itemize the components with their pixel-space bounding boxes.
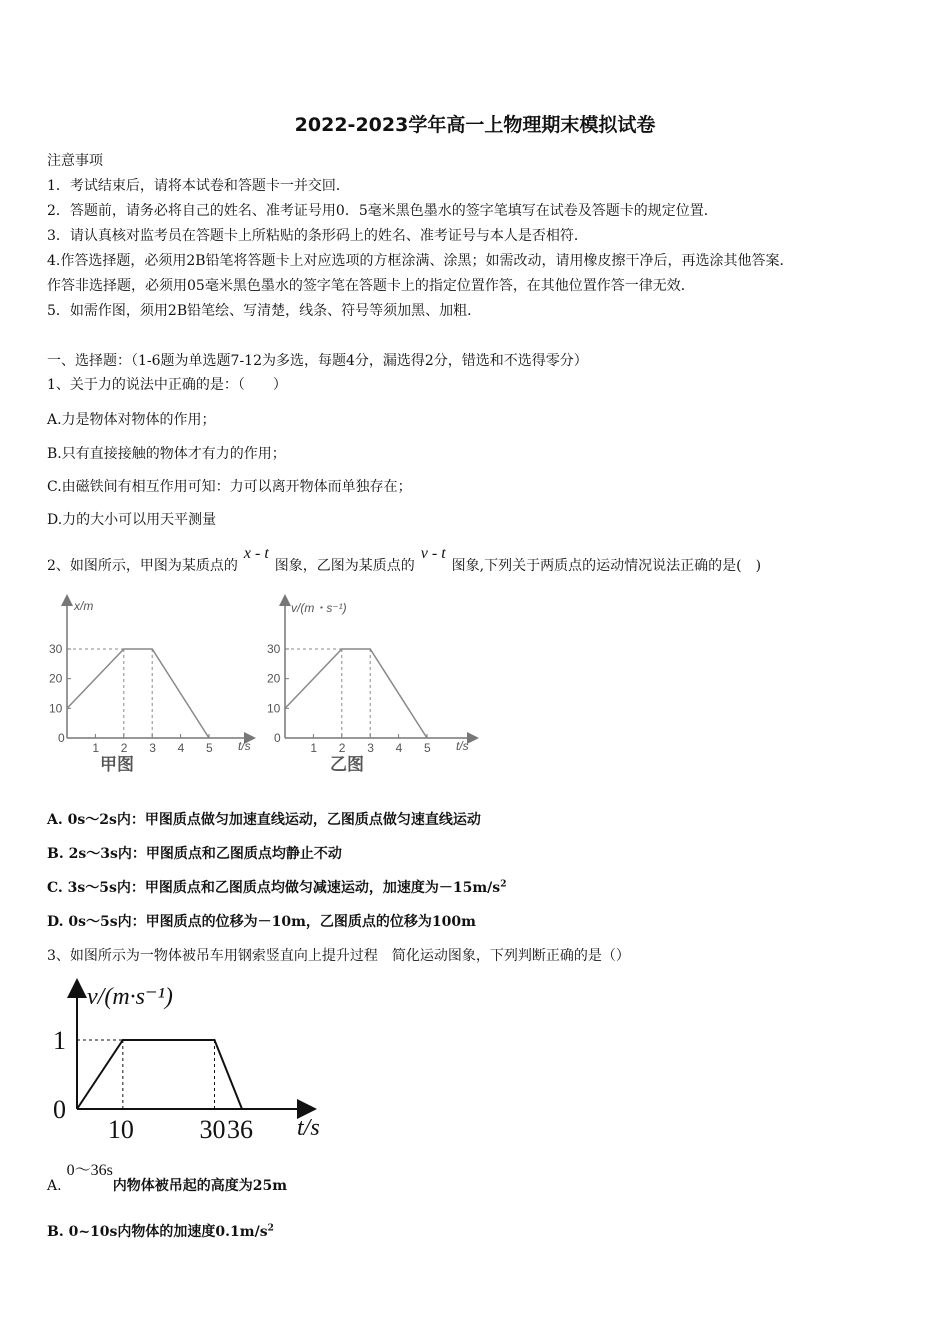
q3-option-b <box>47 1223 274 1241</box>
origin-label: 0 <box>274 731 281 745</box>
q2-option-c-exponent: 2 <box>500 879 507 890</box>
q2-vt-symbol: v - t <box>420 545 446 562</box>
x-axis-label: t/s <box>297 1115 320 1141</box>
notice-item: 2．答题前，请务必将自己的姓名、准考证号用0．5毫米黑色墨水的签字笔填写在试卷及答题卡的规定位置． <box>47 203 718 219</box>
q2-stem-part2: 图象，乙图为某质点的 <box>274 558 415 574</box>
question-3-stem: 3、如图所示为一物体被吊车用钢索竖直向上提升过程 简化运动图象，下列判断正确的是（） <box>47 948 630 964</box>
x-axis-label: t/s <box>238 739 251 753</box>
y-tick-label: 20 <box>267 671 281 686</box>
q2-option-a: A. 0s～2s内：甲图质点做匀加速直线运动，乙图质点做匀速直线运动 <box>47 812 481 828</box>
q2-xt-symbol: x - t <box>243 545 269 562</box>
q2-option-d: D. 0s～5s内：甲图质点的位移为－10m，乙图质点的位移为100m <box>47 914 476 930</box>
x-tick-label: 3 <box>149 741 156 755</box>
y-axis-label: v/(m・s⁻¹) <box>291 601 347 615</box>
notice-item: 1．考试结束后，请将本试卷和答题卡一并交回． <box>47 178 350 194</box>
q1-option-c: C.由磁铁间有相互作用可知：力可以离开物体而单独存在； <box>47 479 412 495</box>
x-tick-label: 4 <box>395 741 403 755</box>
series-line <box>67 649 209 738</box>
y-tick-label: 0 <box>53 1095 66 1124</box>
q2-option-c-text: C. 3s～5s内：甲图质点和乙图质点均做匀减速运动，加速度为－15m/s <box>47 880 501 896</box>
notice-item: 3．请认真核对监考员在答题卡上所粘贴的条形码上的姓名、准考证号与本人是否相符． <box>47 228 588 244</box>
q3-option-b-text: B. 0~10s内物体的加速度0.1m/s <box>47 1224 268 1240</box>
y-tick-label: 10 <box>267 701 281 716</box>
x-tick-label: 1 <box>310 741 318 755</box>
notice-item: 4.作答选择题，必须用2B铅笔将答题卡上对应选项的方框涂满、涂黑；如需改动，请用橡皮擦干净后，再选涂其他答案． <box>47 253 794 269</box>
x-tick-label: 30 <box>199 1115 226 1144</box>
series-line <box>285 649 427 738</box>
x-tick-label: 10 <box>107 1115 134 1144</box>
chart-title: 甲图 <box>100 755 134 774</box>
x-tick-label: 2 <box>120 741 128 755</box>
chart-yi <box>258 592 488 777</box>
x-axis-label: t/s <box>456 739 469 753</box>
x-tick-label: 2 <box>338 741 346 755</box>
page-title: 2022-2023学年高一上物理期末模拟试卷 <box>294 114 656 136</box>
y-tick-label: 20 <box>49 671 63 686</box>
notice-heading: 注意事项 <box>47 153 103 169</box>
q2-stem-part1: 2、如图所示，甲图为某质点的 <box>47 558 238 574</box>
q3-option-a-text: 内物体被吊起的高度为25m <box>112 1178 288 1194</box>
notice-item: 5．如需作图，须用2B铅笔绘、写清楚，线条、符号等须加黑、加粗． <box>47 303 482 319</box>
y-axis-label: v/(m·s⁻¹) <box>87 984 173 1010</box>
section-heading: 一、选择题：（1-6题为单选题7-12为多选，每题4分，漏选得2分，错选和不选得零分） <box>47 353 588 369</box>
y-tick-label: 1 <box>53 1026 66 1055</box>
y-tick-label: 30 <box>267 642 281 656</box>
q3-option-b-exponent: 2 <box>267 1223 274 1234</box>
notice-item: 作答非选择题，必须用05毫米黑色墨水的签字笔在答题卡上的指定位置作答，在其他位置作答一律无效． <box>47 278 695 294</box>
x-tick-label: 36 <box>227 1115 253 1144</box>
q3-option-a-symbol: 0～36s <box>66 1162 113 1179</box>
origin-label: 0 <box>58 731 65 745</box>
question-1-stem: 1、关于力的说法中正确的是：（ ） <box>47 377 287 393</box>
x-tick-label: 4 <box>177 741 185 755</box>
x-tick-label: 5 <box>424 741 431 755</box>
chart-title: 乙图 <box>330 755 364 774</box>
y-tick-label: 10 <box>49 701 63 716</box>
x-tick-label: 1 <box>92 741 100 755</box>
q1-option-b: B.只有直接接触的物体才有力的作用； <box>47 446 286 462</box>
q2-option-b: B. 2s～3s内：甲图质点和乙图质点均静止不动 <box>47 846 342 862</box>
x-tick-label: 5 <box>206 741 213 755</box>
q1-option-a: A.力是物体对物体的作用； <box>47 412 216 428</box>
y-axis-label: x/m <box>74 599 94 613</box>
q3-option-a-label: A. <box>47 1178 62 1194</box>
y-tick-label: 30 <box>49 642 63 656</box>
series-line <box>77 1040 242 1109</box>
question-2-stem <box>47 545 762 575</box>
chart-jia <box>40 592 265 777</box>
q2-option-c <box>47 879 506 897</box>
q1-option-d: D.力的大小可以用天平测量 <box>47 512 217 528</box>
x-tick-label: 3 <box>367 741 374 755</box>
q2-stem-part3: 图象,下列关于两质点的运动情况说法正确的是( ) <box>451 558 762 574</box>
chart-q3 <box>45 978 345 1148</box>
q3-option-a <box>47 1162 288 1194</box>
